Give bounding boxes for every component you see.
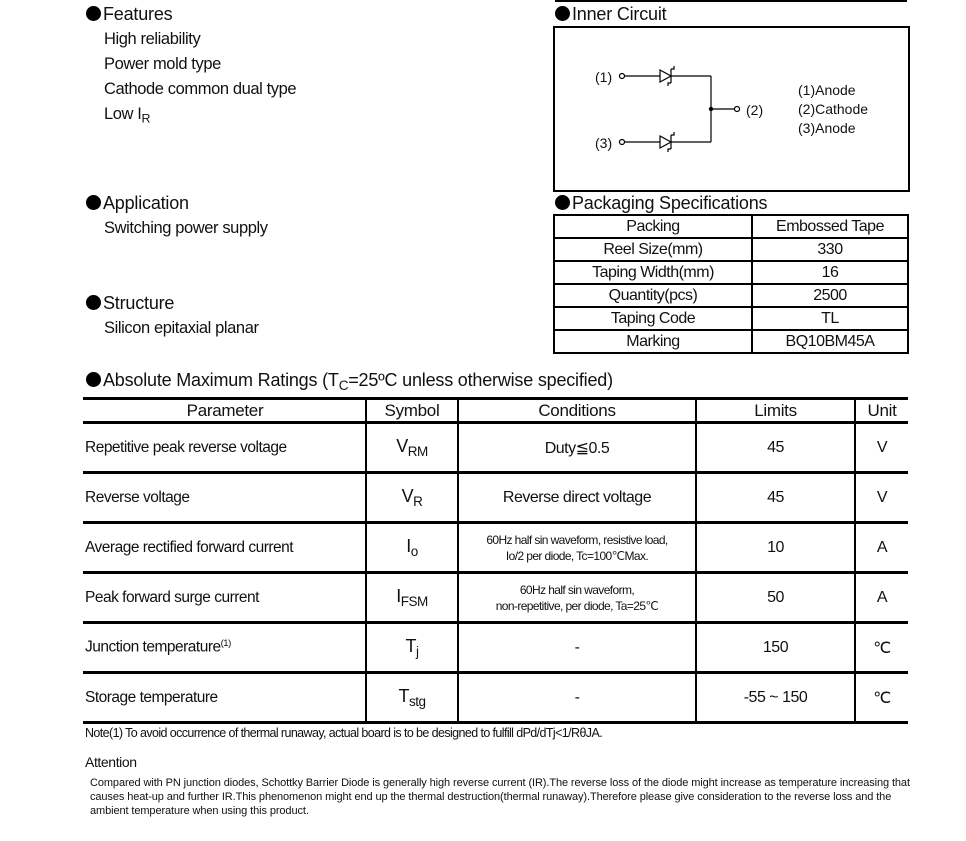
structure-item: Silicon epitaxial planar xyxy=(104,319,259,337)
table-row: Storage temperature $T_{stg}$ - -55 ~ 150 ℃ xyxy=(83,673,908,723)
packaging-heading: Packaging Specifications xyxy=(555,193,767,213)
table-row: Quantity(pcs) 2500 xyxy=(554,284,908,307)
structure-heading: Structure xyxy=(86,293,174,313)
symbol-cell: $V_R$ xyxy=(366,473,458,523)
symbol-cell: $T_{stg}$ xyxy=(366,673,458,723)
symbol-cell: $I_{FSM}$ xyxy=(366,573,458,623)
inner-circuit-diagram xyxy=(553,26,910,192)
feature-item: Power mold type xyxy=(104,55,221,73)
column-header: Limits xyxy=(696,399,855,423)
application-item: Switching power supply xyxy=(104,219,268,237)
footnote: Note(1) To avoid occurrence of thermal runaway, actual board is to be designed to fulfill dPd/dTj<1/RθJA. xyxy=(85,726,603,740)
feature-item: High reliability xyxy=(104,30,201,48)
pin-label: (1) xyxy=(595,69,613,85)
conditions-cell: 60Hz half sin waveform, non-repetitive, per diode, Ta=25℃ xyxy=(458,573,696,623)
table-row: Junction temperature$^{(1)}$ $T_j$ - 150 ℃ xyxy=(83,623,908,673)
symbol-cell: $V_{RM}$ xyxy=(366,423,458,473)
bullet-icon xyxy=(86,195,101,210)
conditions-cell: 60Hz half sin waveform, resistive load, Io/2 per diode, Tc=100℃Max. xyxy=(458,523,696,573)
features-list xyxy=(104,27,296,132)
bullet-icon xyxy=(86,6,101,21)
application-heading: Application xyxy=(86,193,189,213)
ratings-heading: Absolute Maximum Ratings ($T_C=25ºC$ unless otherwise specified) xyxy=(86,370,613,396)
table-header-row xyxy=(83,399,908,423)
table-row: Reverse voltage $V_R$ Reverse direct voltage 45 V xyxy=(83,473,908,523)
pin-label: (3) xyxy=(595,135,613,151)
column-header: Unit xyxy=(855,399,908,423)
column-header: Conditions xyxy=(458,399,696,423)
feature-item: Low $I_R$ xyxy=(104,105,150,126)
feature-item: Cathode common dual type xyxy=(104,80,297,98)
bullet-icon xyxy=(555,195,570,210)
table-row: Reel Size(mm) 330 xyxy=(554,238,908,261)
symbol-cell: $T_j$ xyxy=(366,623,458,673)
column-header: Parameter xyxy=(83,399,366,423)
table-row: Taping Width(mm) 16 xyxy=(554,261,908,284)
table-row: Repetitive peak reverse voltage $V_{RM}$ Duty≦0.5 45 V xyxy=(83,423,908,473)
packaging-table xyxy=(553,214,909,354)
bullet-icon xyxy=(86,372,101,387)
table-row: Peak forward surge current $I_{FSM}$ 60Hz half sin waveform, non-repetitive, per diode, Ta=25℃ 50 A xyxy=(83,573,908,623)
pin-label: (2) xyxy=(746,102,764,118)
attention-title: Attention xyxy=(85,754,137,770)
pin-legend: (1)Anode (2)Cathode (3)Anode xyxy=(798,82,869,136)
ratings-table xyxy=(83,397,908,724)
bullet-icon xyxy=(86,295,101,310)
attention-body: Compared with PN junction diodes, Schottky Barrier Diode is generally high reverse current (IR).The reverse loss of the diode might increase as temperature increasing that causes heat-up and further IR.This phenomenon might end up the thermal destruction(thermal runaway).Therefore please give consideration to the reverse loss and the ambient temperature when using this product. xyxy=(90,777,910,817)
bullet-icon xyxy=(555,6,570,21)
symbol-cell: $I_o$ xyxy=(366,523,458,573)
top-border-line xyxy=(555,0,907,2)
table-row: Average rectified forward current $I_o$ 60Hz half sin waveform, resistive load, Io/2 per diode, Tc=100℃Max. 10 A xyxy=(83,523,908,573)
inner-circuit-heading: Inner Circuit xyxy=(555,4,666,24)
features-heading: Features xyxy=(86,4,172,24)
table-row: Taping Code TL xyxy=(554,307,908,330)
column-header: Symbol xyxy=(366,399,458,423)
table-row: Packing Embossed Tape xyxy=(554,215,908,238)
table-row: Marking BQ10BM45A xyxy=(554,330,908,353)
